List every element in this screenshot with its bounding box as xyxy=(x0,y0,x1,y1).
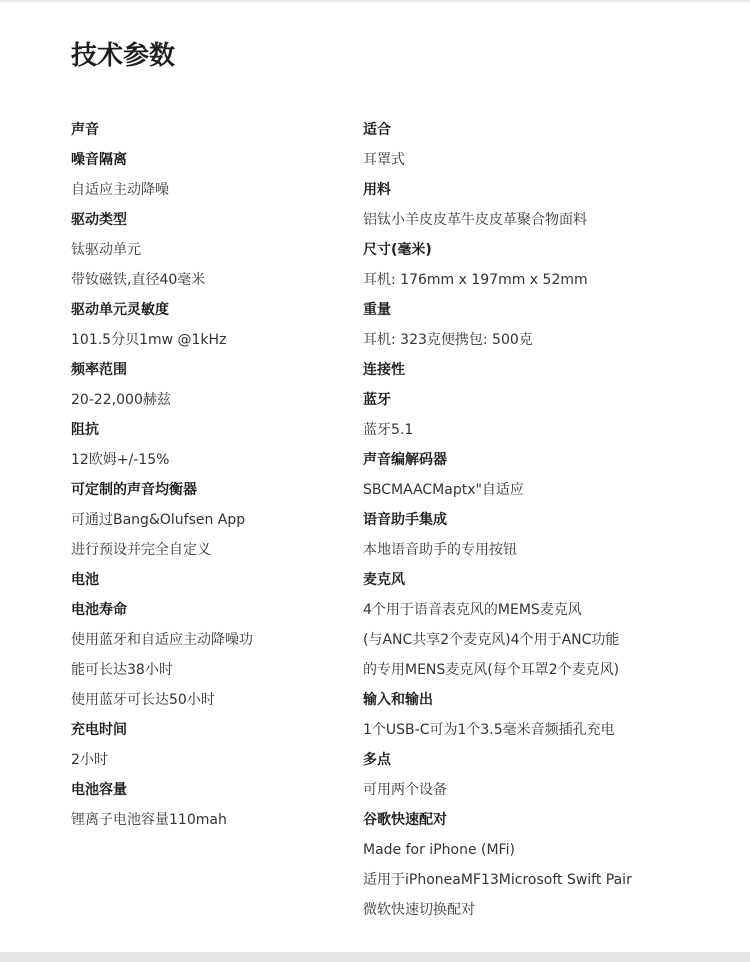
spec-value: 铝钛小羊皮皮革牛皮皮革聚合物面料 xyxy=(363,212,587,228)
spec-value: 蓝牙5.1 xyxy=(363,422,414,438)
spec-label: 多点 xyxy=(363,752,391,768)
spec-value: 2小时 xyxy=(71,752,108,768)
spec-value: 101.5分贝1mw @1kHz xyxy=(71,332,227,348)
spec-label: 驱动类型 xyxy=(71,212,127,228)
bottom-divider xyxy=(0,952,750,962)
spec-value: 耳罩式 xyxy=(363,152,405,168)
spec-value: 4个用于语音表克风的MEMS麦克风 xyxy=(363,602,582,618)
spec-label: 充电时间 xyxy=(71,722,127,738)
spec-value: 锂离子电池容量110mah xyxy=(71,812,227,828)
spec-label: 电池容量 xyxy=(71,782,127,798)
spec-value: 使用蓝牙和自适应主动降噪功 xyxy=(71,632,253,648)
spec-value: 耳机: 323克便携包: 500克 xyxy=(363,332,533,348)
spec-label: 适合 xyxy=(363,122,391,138)
spec-value: Made for iPhone (MFi) xyxy=(363,842,515,858)
spec-label: 重量 xyxy=(363,302,391,318)
spec-label: 阻抗 xyxy=(71,422,99,438)
spec-value: 耳机: 176mm x 197mm x 52mm xyxy=(363,272,588,288)
spec-value: 适用于iPhoneaMF13Microsoft Swift Pair xyxy=(363,872,632,888)
spec-label: 电池寿命 xyxy=(71,602,127,618)
spec-value: SBCMAACMaptx"自适应 xyxy=(363,482,524,498)
spec-label: 频率范围 xyxy=(71,362,127,378)
page-title: 技术参数 xyxy=(71,41,176,71)
spec-value: 1个USB-C可为1个3.5毫米音频插孔充电 xyxy=(363,722,615,738)
section-heading: 电池 xyxy=(71,572,99,588)
spec-label: 输入和输出 xyxy=(363,692,433,708)
spec-label: 蓝牙 xyxy=(363,392,391,408)
spec-label: 麦克风 xyxy=(363,572,405,588)
specs-column-right xyxy=(363,115,703,925)
spec-value: 可用两个设备 xyxy=(363,782,447,798)
spec-label: 语音助手集成 xyxy=(363,512,447,528)
spec-value: 钛驱动单元 xyxy=(71,242,141,258)
spec-label: 可定制的声音均衡器 xyxy=(71,482,197,498)
spec-label: 声音编解码器 xyxy=(363,452,447,468)
section-heading: 声音 xyxy=(71,122,99,138)
spec-value: 12欧姆+/-15% xyxy=(71,452,170,468)
spec-value: 带钕磁铁,直径40毫米 xyxy=(71,272,206,288)
specs-column-left xyxy=(71,115,361,835)
spec-value: 的专用MENS麦克风(每个耳罩2个麦克风) xyxy=(363,662,620,678)
spec-label: 尺寸(毫米) xyxy=(363,242,432,258)
spec-label: 用料 xyxy=(363,182,391,198)
spec-value: 微软快速切换配对 xyxy=(363,902,475,918)
spec-label: 噪音隔离 xyxy=(71,152,127,168)
spec-value: 本地语音助手的专用按钮 xyxy=(363,542,517,558)
section-heading: 连接性 xyxy=(363,362,405,378)
spec-value: 可通过Bang&Olufsen App xyxy=(71,512,246,528)
spec-value: 自适应主动降噪 xyxy=(71,182,169,198)
spec-value: 20-22,000赫兹 xyxy=(71,392,171,408)
spec-value: (与ANC共享2个麦克风)4个用于ANC功能 xyxy=(363,632,620,648)
spec-label: 谷歌快速配对 xyxy=(363,812,447,828)
spec-value: 进行预设并完全自定义 xyxy=(71,542,211,558)
spec-value: 使用蓝牙可长达50小时 xyxy=(71,692,215,708)
spec-label: 驱动单元灵敏度 xyxy=(71,302,169,318)
spec-value: 能可长达38小时 xyxy=(71,662,173,678)
top-divider xyxy=(0,0,750,2)
